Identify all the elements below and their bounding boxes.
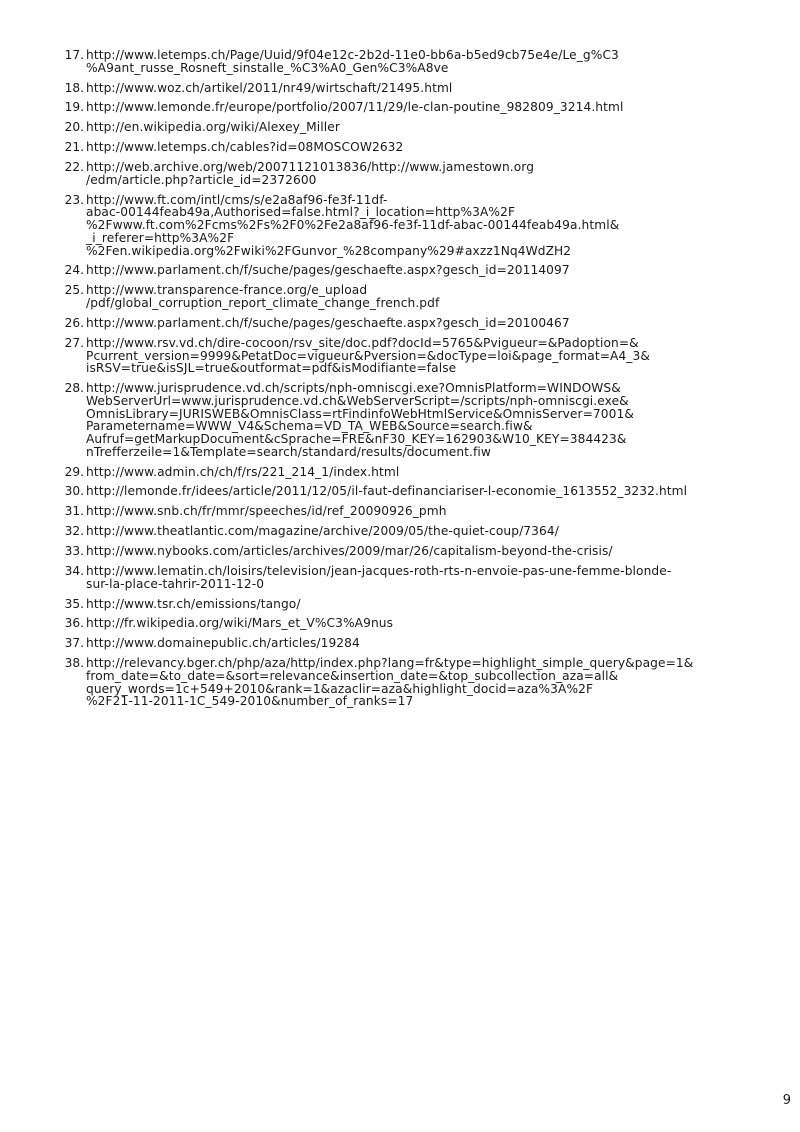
reference-item	[52, 485, 752, 498]
reference-number: 32.	[64, 524, 84, 539]
reference-item	[52, 525, 752, 538]
reference-number: 31.	[64, 504, 84, 519]
reference-item	[52, 466, 752, 479]
reference-url: http://www.lematin.ch/loisirs/television/jean-jacques-roth-rts-n-envoie-pas-une-femme-blonde- sur-la-place-tahrir-2011-12-0	[86, 563, 672, 591]
reference-item	[52, 317, 752, 330]
reference-item	[52, 657, 752, 708]
reference-number: 23.	[64, 192, 84, 207]
reference-url: http://www.transparence-france.org/e_upload /pdf/global_corruption_report_climate_change_french.pdf	[86, 283, 440, 311]
reference-item	[52, 617, 752, 630]
reference-item	[52, 101, 752, 114]
reference-item	[52, 82, 752, 95]
reference-item	[52, 505, 752, 518]
reference-url: http://www.letemps.ch/Page/Uuid/9f04e12c-2b2d-11e0-bb6a-b5ed9cb75e4e/Le_g%C3 %A9ant_russe_Rosneft_sinstalle_%C3%A0_Gen%C3%A8ve	[86, 48, 619, 75]
reference-url: http://www.nybooks.com/articles/archives/2009/mar/26/capitalism-beyond-the-crisis/	[86, 544, 613, 559]
reference-number: 20.	[64, 120, 84, 135]
reference-number: 36.	[64, 616, 84, 631]
reference-url: http://www.letemps.ch/cables?id=08MOSCOW2632	[86, 140, 404, 155]
reference-number: 17.	[64, 48, 84, 62]
reference-number: 18.	[64, 80, 84, 95]
reference-item	[52, 49, 752, 74]
reference-item	[52, 565, 752, 590]
reference-number: 22.	[64, 160, 84, 175]
reference-url: http://www.tsr.ch/emissions/tango/	[86, 596, 301, 611]
reference-url: http://relevancy.bger.ch/php/aza/http/index.php?lang=fr&type=highlight_simple_query&page=1& from_date=&to_date=&sort=relevance&insertion_date=&top_subcollection_aza=all& query_words=1c+549+2010&rank=1&azaclir=aza&highlight_docid=aza%3A%2F %2F21-11-2011-1C_549-2010&number_of_ranks=17	[86, 656, 694, 709]
reference-number: 38.	[64, 656, 84, 671]
reference-url: http://fr.wikipedia.org/wiki/Mars_et_V%C3%A9nus	[86, 616, 394, 631]
reference-url: http://www.domainepublic.ch/articles/19284	[86, 636, 360, 651]
reference-item	[52, 284, 752, 309]
reference-item	[52, 264, 752, 277]
reference-number: 21.	[64, 140, 84, 155]
reference-url: http://www.lemonde.fr/europe/portfolio/2007/11/29/le-clan-poutine_982809_3214.html	[86, 100, 624, 115]
reference-number: 29.	[64, 464, 84, 479]
reference-list	[52, 49, 752, 715]
reference-number: 25.	[64, 283, 84, 298]
reference-item	[52, 598, 752, 611]
reference-url: http://www.theatlantic.com/magazine/archive/2009/05/the-quiet-coup/7364/	[86, 524, 559, 539]
reference-item	[52, 382, 752, 458]
reference-url: http://www.jurisprudence.vd.ch/scripts/nph-omniscgi.exe?OmnisPlatform=WINDOWS& WebServerUrl=www.jurisprudence.vd.ch&WebServerScript=/scripts/nph-omniscgi.exe& OmnisLibrary=JURISWEB&OmnisClass=rtFindinfoWebHtmlService&OmnisServer=7001& Parametername=WWW_V4&Schema=VD_TA_WEB&Source=search.fiw& Aufruf=getMarkupDocument&cSprache=FRE&nF30_KEY=162903&W10_KEY=384423& nTrefferzeile=1&Template=search/standard/results/document.fiw	[86, 381, 634, 459]
page-number: 9	[782, 1093, 791, 1108]
reference-item	[52, 545, 752, 558]
reference-url: http://www.parlament.ch/f/suche/pages/geschaefte.aspx?gesch_id=20114097	[86, 263, 570, 278]
reference-number: 30.	[64, 484, 84, 499]
reference-number: 19.	[64, 100, 84, 115]
reference-url: http://www.snb.ch/fr/mmr/speeches/id/ref_20090926_pmh	[86, 504, 447, 519]
reference-item	[52, 141, 752, 154]
reference-url: http://www.rsv.vd.ch/dire-cocoon/rsv_site/doc.pdf?docId=5765&Pvigueur=&Padoption=& Pcurrent_version=9999&PetatDoc=vigueur&Pversion=&docType=loi&page_format=A4_3& isRSV=true&isSJL=true&outformat=pdf&isModifiante=false	[86, 335, 650, 376]
reference-number: 34.	[64, 563, 84, 578]
reference-item	[52, 637, 752, 650]
reference-url: http://www.admin.ch/ch/f/rs/221_214_1/index.html	[86, 464, 400, 479]
reference-item	[52, 337, 752, 375]
reference-url: http://www.ft.com/intl/cms/s/e2a8af96-fe3f-11df- abac-00144feab49a,Authorised=false.html?_i_location=http%3A%2F %2Fwww.ft.com%2Fcms%2Fs%2F0%2Fe2a8af96-fe3f-11df-abac-00144feab49a.html& _i_referer=http%3A%2F %2Fen.wikipedia.org%2Fwiki%2FGunvor_%28company%29#axzz1Nq4WdZH2	[86, 192, 620, 258]
reference-number: 27.	[64, 335, 84, 350]
reference-number: 33.	[64, 544, 84, 559]
reference-url: http://web.archive.org/web/20071121013836/http://www.jamestown.org /edm/article.php?article_id=2372600	[86, 160, 535, 187]
reference-item	[52, 121, 752, 134]
reference-url: http://www.parlament.ch/f/suche/pages/geschaefte.aspx?gesch_id=20100467	[86, 315, 570, 330]
reference-url: http://lemonde.fr/idees/article/2011/12/05/il-faut-definanciariser-l-economie_1613552_3232.html	[86, 484, 688, 499]
reference-number: 28.	[64, 381, 84, 396]
reference-number: 24.	[64, 263, 84, 278]
reference-url: http://www.woz.ch/artikel/2011/nr49/wirtschaft/21495.html	[86, 80, 453, 95]
reference-url: http://en.wikipedia.org/wiki/Alexey_Miller	[86, 120, 340, 135]
reference-number: 26.	[64, 315, 84, 330]
reference-item	[52, 194, 752, 258]
reference-item	[52, 161, 752, 186]
reference-number: 35.	[64, 596, 84, 611]
reference-number: 37.	[64, 636, 84, 651]
